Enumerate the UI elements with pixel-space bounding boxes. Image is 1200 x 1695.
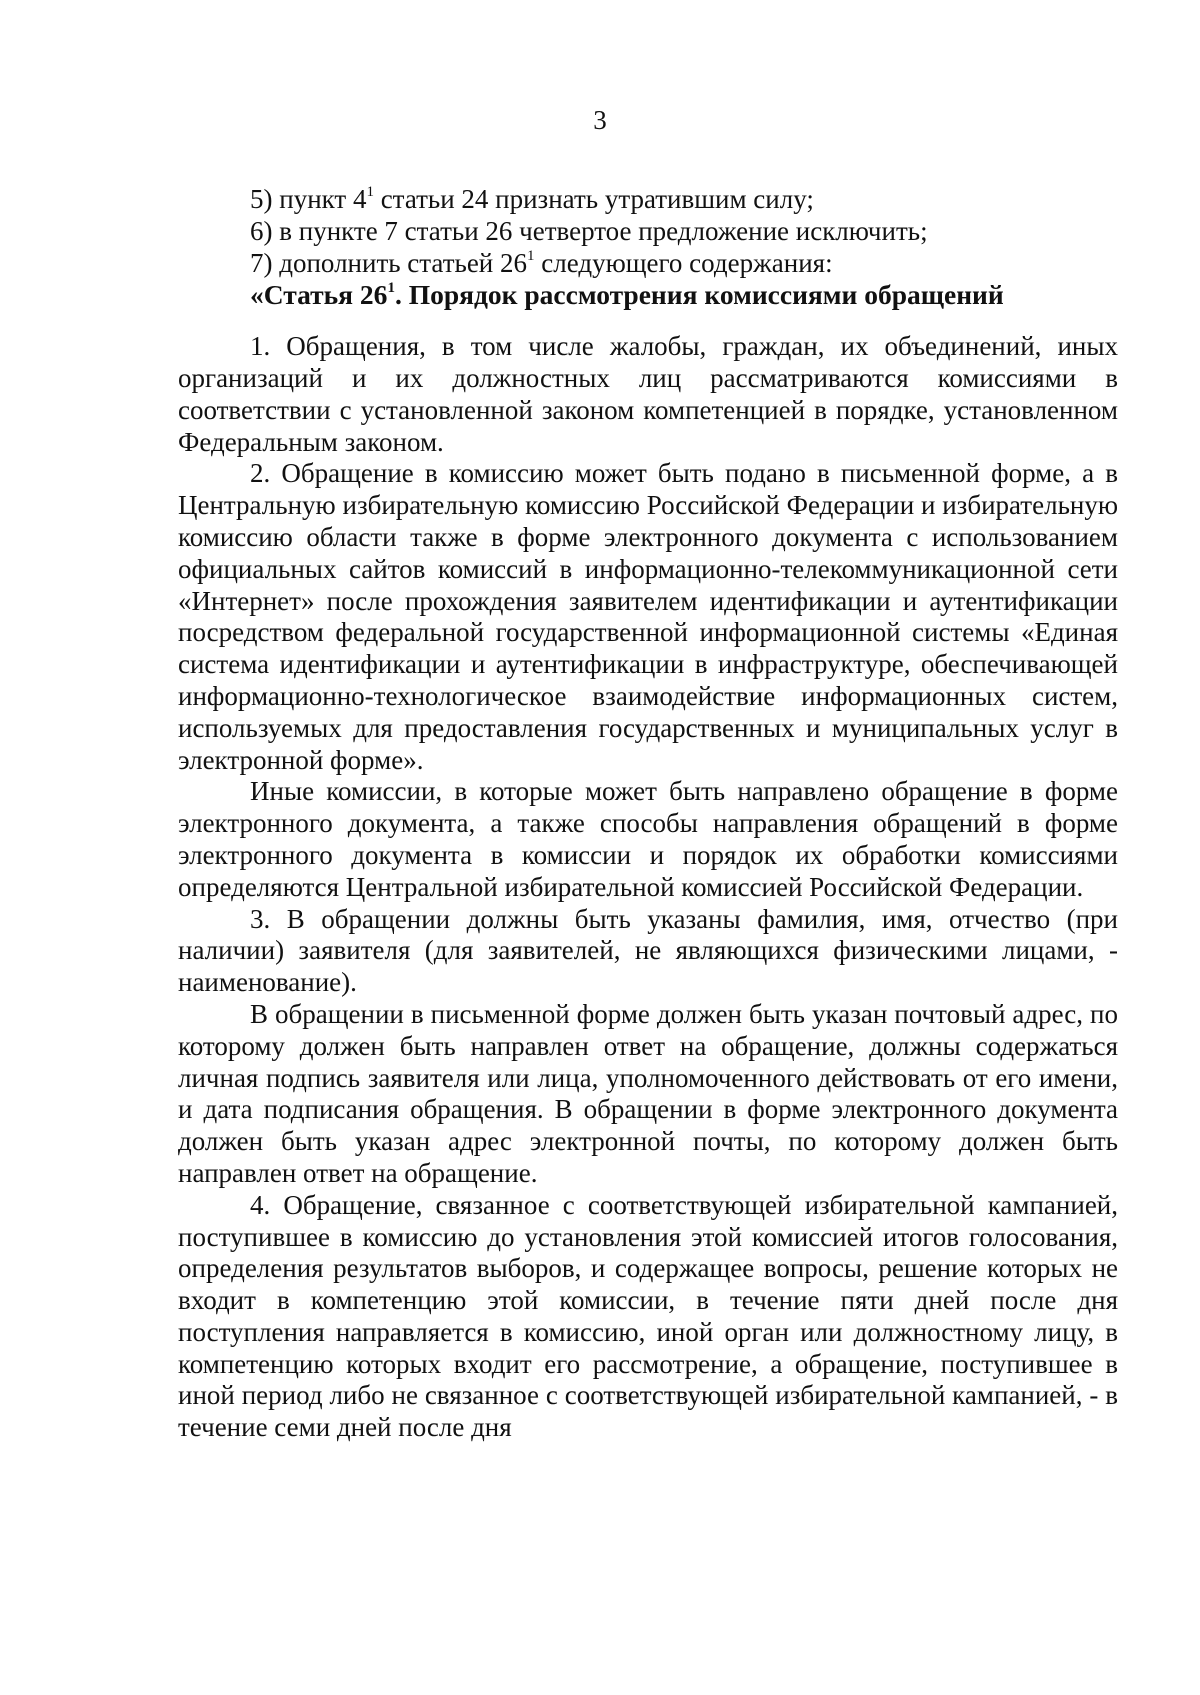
paragraph-4: 4. Обращение, связанное с соответствующей избирательной кампанией, поступившее в комиссию до установления этой комиссией итогов голосования, определения результатов выборов, и содержащее вопросы, решение которых не входит в компетенцию этой комиссии, в течение пяти дней после дня поступления направляется в комиссию, иной орган или должностному лицу, в компетенцию которых входит его рассмотрение, а обращение, поступившее в иной период либо не связанное с соответствующей избирательной кампанией, - в течение семи дней после дня [178,1189,1118,1443]
page-number: 3 [593,105,607,135]
amendment-item-6-text: 6) в пункте 7 статьи 26 четвертое предложение исключить; [250,215,928,246]
article-heading-title: . Порядок рассмотрения комиссиями обращений [394,279,1004,311]
paragraph-3: 3. В обращении должны быть указаны фамилия, имя, отчество (при наличии) заявителя (для заявителей, не являющихся физическими лицами, - наименование). [178,903,1118,998]
superscript: 1 [527,247,535,264]
amendment-item-5 [178,184,1118,216]
amendment-item-5-text: 5) пункт 4 [250,184,367,214]
amendment-item-5-text-end: статьи 24 признать утратившим силу; [373,184,814,214]
amendment-item-7-text-end: следующего содержания: [534,247,833,278]
article-heading [178,279,1118,311]
document-body [178,184,1118,1444]
superscript: 1 [387,280,395,297]
paragraph-1: 1. Обращения, в том числе жалобы, граждан, их объединений, иных организаций и их должностных лиц рассматриваются комиссиями в соответствии с установленной законом компетенцией в порядке, установленном Федеральным законом. [178,331,1118,457]
article-heading-start: «Статья 26 [250,279,388,311]
superscript: 1 [366,184,374,200]
amendment-item-6 [178,216,1118,248]
paragraph-2-continued: Иные комиссии, в которые может быть направлено обращение в форме электронного документа, а также способы направления обращений в форме электронного документа в комиссии и порядок их обработки комиссиями определяются Центральной избирательной комиссией Российской Федерации. [178,776,1118,902]
amendment-item-7-text: 7) дополнить статьей 26 [250,247,528,278]
amendment-item-7 [178,248,1118,280]
paragraph-2: 2. Обращение в комиссию может быть подано в письменной форме, а в Центральную избирательную комиссию Российской Федерации и избирательную комиссию области также в форме электронного документа с использованием официальных сайтов комиссий в информационно-телекоммуникационной сети «Интернет» после прохождения заявителем идентификации и аутентификации посредством федеральной государственной информационной системы «Единая система идентификации и аутентификации в инфраструктуре, обеспечивающей информационно-технологическое взаимодействие информационных систем, используемых для предоставления государственных и муниципальных услуг в электронной форме». [178,458,1118,775]
paragraph-3-continued: В обращении в письменной форме должен быть указан почтовый адрес, по которому должен быть направлен ответ на обращение, должны содержаться личная подпись заявителя или лица, уполномоченного действовать от его имени, и дата подписания обращения. В обращении в форме электронного документа должен быть указан адрес электронной почты, по которому должен быть направлен ответ на обращение. [178,998,1118,1188]
